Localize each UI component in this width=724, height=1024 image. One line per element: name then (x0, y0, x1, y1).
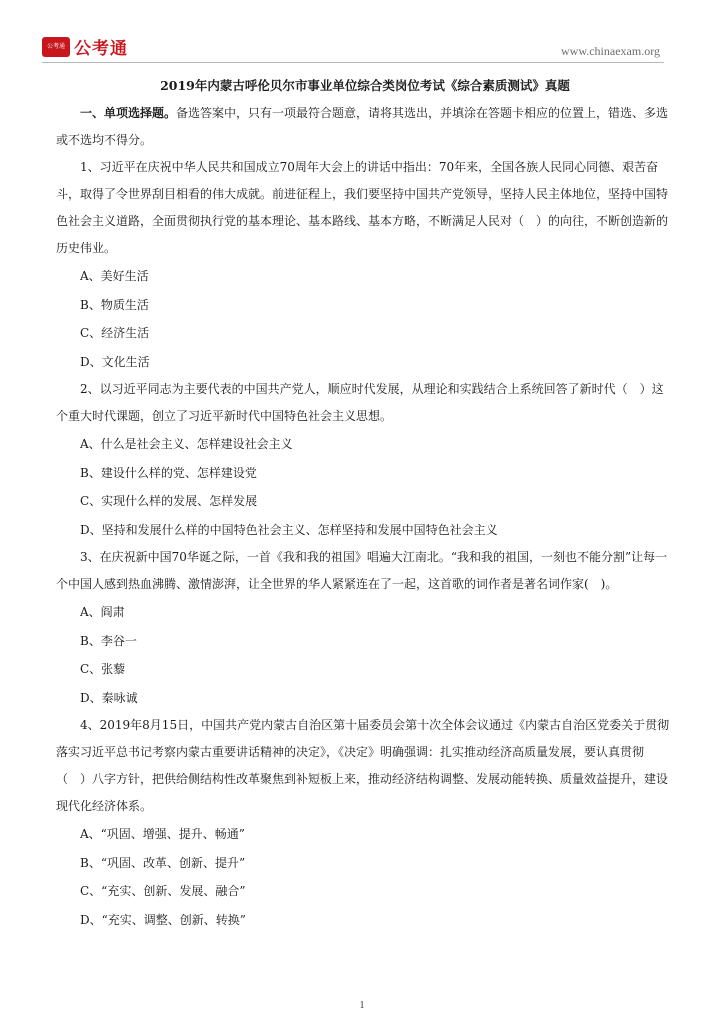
option-b: B、“巩固、改革、创新、提升” (80, 855, 246, 870)
option-b: B、李谷一 (80, 633, 137, 648)
section-label: 一、单项选择题。 (80, 106, 177, 120)
question-4 (56, 712, 670, 934)
option-c: C、“充实、创新、发展、融合” (80, 884, 246, 898)
question-1 (56, 154, 670, 376)
document-title: 2019年内蒙古呼伦贝尔市事业单位综合类岗位考试《综合素质测试》真题 (160, 78, 570, 93)
option-a: A、美好生活 (80, 269, 149, 283)
logo-text: 公考通 (74, 39, 128, 59)
logo-badge-icon: 公考通 (42, 37, 70, 57)
section-instruction: 备选答案中，只有一项最符合题意，请将其选出，并填涂在答题卡相应的位置上，错选、多选或不选均不得分。 (56, 106, 669, 147)
option-c: C、实现什么样的发展、怎样发展 (80, 494, 258, 508)
option-b: B、建设什么样的党、怎样建设党 (80, 465, 257, 480)
option-a: A、什么是社会主义、怎样建设社会主义 (80, 437, 293, 451)
header-divider (42, 62, 664, 63)
brand-logo[interactable] (42, 34, 128, 59)
option-a: A、“巩固、增强、提升、畅通” (80, 827, 245, 841)
question-stem: 4、2019年8月15日，中国共产党内蒙古自治区第十届委员会第十次全体会议通过《内蒙古自治区党委关于贯彻落实习近平总书记考察内蒙古重要讲话精神的决定》，《决定》明确强调：扎实推动经济高质量发展，要认真贯彻（ ）八字方针，把供给侧结构性改革聚焦到补短板上来，推动经济结构调整、发展动能转换、质量效益提升，建设现代化经济体系。 (56, 718, 670, 813)
site-url-link[interactable]: www.chinaexam.org (561, 44, 660, 58)
question-stem: 2、以习近平同志为主要代表的中国共产党人，顺应时代发展，从理论和实践结合上系统回答了新时代（ ）这个重大时代课题，创立了习近平新时代中国特色社会主义思想。 (56, 382, 664, 423)
question-stem: 1、习近平在庆祝中华人民共和国成立70周年大会上的讲话中指出：70年来，全国各族人民同心同德、艰苦奋斗，取得了令世界刮目相看的伟大成就。前进征程上，我们要坚持中国共产党领导，坚持人民主体地位，坚持中国特色社会主义道路，全面贯彻执行党的基本理论、基本路线、基本方略，不断满足人民对（ ）的向往，不断创造新的历史伟业。 (56, 160, 669, 255)
section-intro (56, 100, 670, 154)
page-number: 1 (359, 1000, 365, 1011)
option-b: B、物质生活 (80, 297, 149, 312)
option-c: C、经济生活 (80, 326, 150, 340)
question-3 (56, 544, 670, 712)
option-d: D、坚持和发展什么样的中国特色社会主义、怎样坚持和发展中国特色社会主义 (80, 522, 498, 537)
question-stem: 3、在庆祝新中国70华诞之际，一首《我和我的祖国》唱遍大江南北。“我和我的祖国，一刻也不能分割”让每一个中国人感到热血沸腾、激情澎湃，让全世界的华人紧紧连在了一起，这首歌的词作者是著名词作家( )。 (56, 550, 668, 591)
option-d: D、文化生活 (80, 354, 150, 369)
document-body (56, 72, 670, 934)
option-d: D、秦咏诚 (80, 690, 138, 705)
page-header (42, 34, 664, 60)
option-d: D、“充实、调整、创新、转换” (80, 912, 246, 927)
question-2 (56, 376, 670, 544)
option-a: A、阎肃 (80, 605, 125, 619)
option-c: C、张藜 (80, 662, 126, 676)
